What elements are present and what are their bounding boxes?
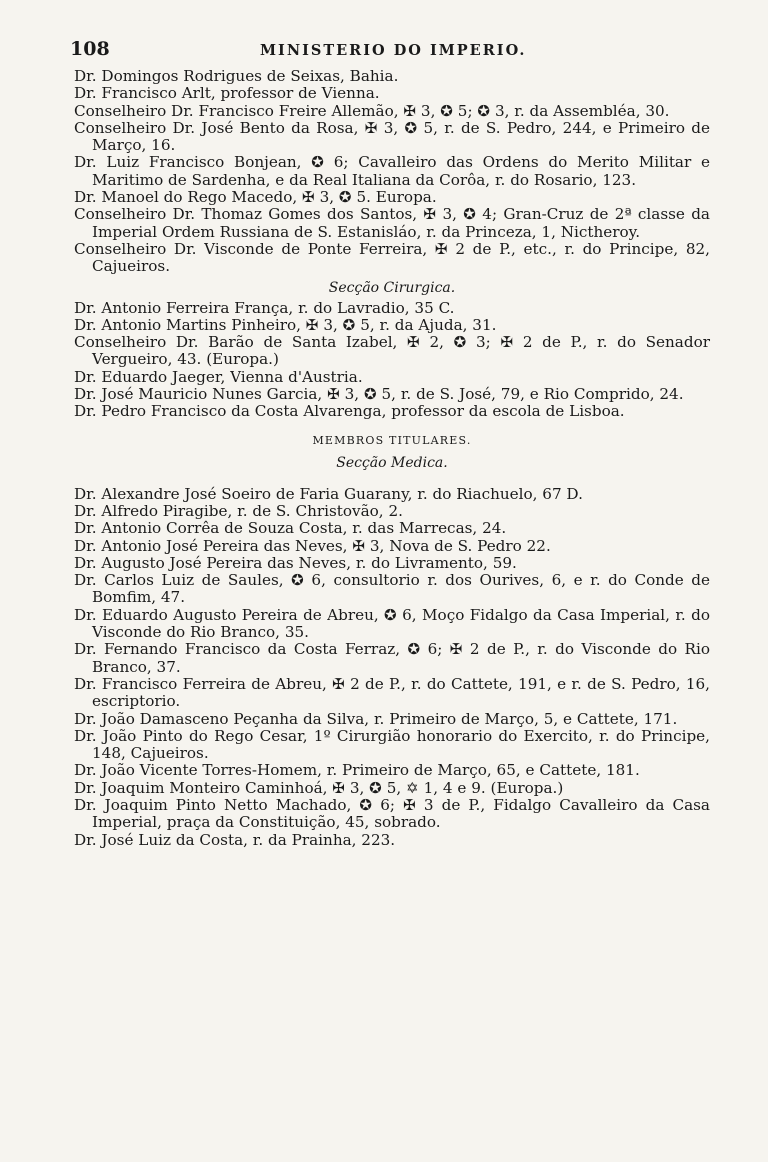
list-item: Dr. Carlos Luiz de Saules, ✪ 6, consultorio r. dos Ourives, 6, e r. do Conde de Bomfim, 47. <box>74 571 710 607</box>
list-item: Dr. Augusto José Pereira das Neves, r. do Livramento, 59. <box>74 553 517 572</box>
section-heading-medica: Secção Medica. <box>336 454 448 471</box>
list-item: Dr. Domingos Rodrigues de Seixas, Bahia. <box>74 67 399 85</box>
list-item: Dr. Pedro Francisco da Costa Alvarenga, professor da escola de Lisboa. <box>74 402 625 421</box>
list-item: Dr. Alfredo Piragibe, r. de S. Christovão, 2. <box>74 501 403 520</box>
list-item: Dr. Francisco Ferreira de Abreu, ✠ 2 de P., r. do Cattete, 191, e r. de S. Pedro, 16, escriptorio. <box>74 674 710 711</box>
list-item: Dr. Eduardo Augusto Pereira de Abreu, ✪ 6, Moço Fidalgo da Casa Imperial, r. do Visconde do Rio Branco, 35. <box>74 605 710 642</box>
running-title: MINISTERIO DO IMPERIO. <box>260 42 527 59</box>
list-item: Dr. Fernando Francisco da Costa Ferraz, ✪ 6; ✠ 2 de P., r. do Visconde do Rio Branco, 37. <box>74 640 710 676</box>
list-item: Dr. Eduardo Jaeger, Vienna d'Austria. <box>74 367 363 386</box>
list-item: Conselheiro Dr. Barão de Santa Izabel, ✠ 2, ✪ 3; ✠ 2 de P., r. do Senador Vergueiro, 43. (Europa.) <box>74 333 710 369</box>
list-item: Dr. João Vicente Torres-Homem, r. Primeiro de Março, 65, e Cattete, 181. <box>74 761 640 780</box>
list-item: Dr. Luiz Francisco Bonjean, ✪ 6; Cavalleiro das Ordens do Merito Militar e Maritimo de Sardenha, e da Real Italiana da Corôa, r. do Rosario, 123. <box>74 153 710 189</box>
list-item: Dr. Alexandre José Soeiro de Faria Guarany, r. do Riachuelo, 67 D. <box>74 484 583 503</box>
list-item: Dr. João Damasceno Peçanha da Silva, r. Primeiro de Março, 5, e Cattete, 171. <box>74 709 678 728</box>
list-item: Dr. José Luiz da Costa, r. da Prainha, 223. <box>74 830 396 849</box>
list-item: Dr. José Mauricio Nunes Garcia, ✠ 3, ✪ 5, r. de S. José, 79, e Rio Comprido, 24. <box>74 385 684 404</box>
list-item: Dr. Antonio José Pereira das Neves, ✠ 3, Nova de S. Pedro 22. <box>74 536 551 555</box>
top-entries <box>74 68 710 276</box>
list-item: Dr. Antonio Corrêa de Souza Costa, r. das Marrecas, 24. <box>74 519 507 538</box>
list-item: Dr. Manoel do Rego Macedo, ✠ 3, ✪ 5. Europa. <box>74 188 437 207</box>
page-header <box>70 38 710 68</box>
list-item: Dr. João Pinto do Rego Cesar, 1º Cirurgião honorario do Exercito, r. do Principe, 148, Cajueiros. <box>74 726 710 763</box>
section-heading-cirurgica: Secção Cirurgica. <box>328 279 456 296</box>
list-item: Conselheiro Dr. José Bento da Rosa, ✠ 3, ✪ 5, r. de S. Pedro, 244, e Primeiro de Março, 16. <box>74 118 710 155</box>
list-item: Dr. Antonio Martins Pinheiro, ✠ 3, ✪ 5, r. da Ajuda, 31. <box>74 315 497 334</box>
list-item: Conselheiro Dr. Thomaz Gomes dos Santos, ✠ 3, ✪ 4; Gran-Cruz de 2ª classe da Imperial Ordem Russiana de S. Estanisláo, r. da Princeza, 1, Nictheroy. <box>74 205 710 241</box>
list-item: Conselheiro Dr. Visconde de Ponte Ferreira, ✠ 2 de P., etc., r. do Principe, 82, Cajueiros. <box>74 239 710 276</box>
cirurgica-entries <box>74 300 710 421</box>
list-item: Conselheiro Dr. Francisco Freire Allemão, ✠ 3, ✪ 5; ✪ 3, r. da Assembléa, 30. <box>74 101 670 120</box>
list-item: Dr. Joaquim Pinto Netto Machado, ✪ 6; ✠ 3 de P., Fidalgo Cavalleiro da Casa Imperial, praça da Constituição, 45, sobrado. <box>74 795 710 832</box>
list-item: Dr. Francisco Arlt, professor de Vienna. <box>74 84 380 103</box>
list-item: Dr. Joaquim Monteiro Caminhoá, ✠ 3, ✪ 5, ✡ 1, 4 e 9. (Europa.) <box>74 778 564 797</box>
list-item: Dr. Antonio Ferreira França, r. do Lavradio, 35 C. <box>74 298 455 317</box>
page-number: 108 <box>70 38 110 60</box>
membros-titulares-heading: MEMBROS TITULARES. <box>312 433 472 447</box>
medica-entries <box>74 486 710 849</box>
